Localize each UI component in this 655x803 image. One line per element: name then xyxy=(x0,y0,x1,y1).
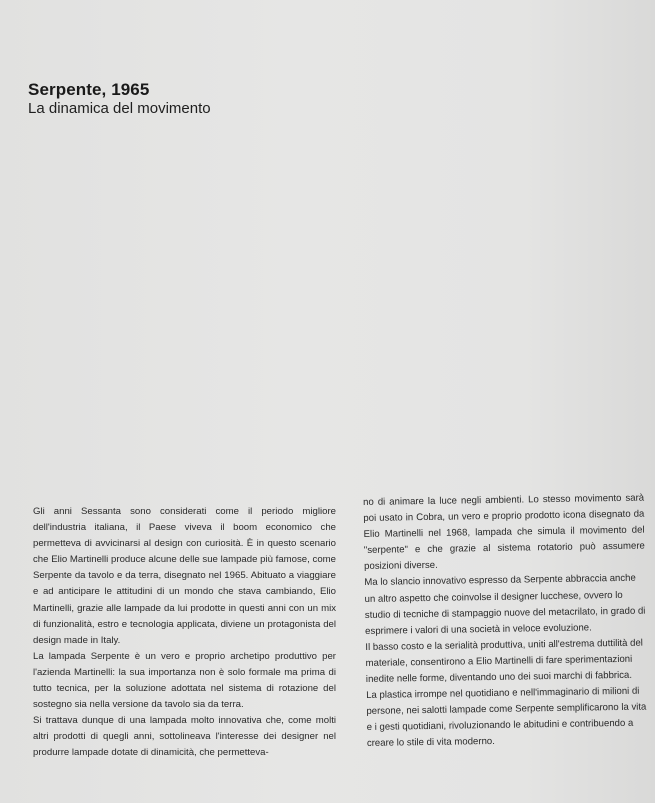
page-title: Serpente, 1965 xyxy=(28,80,150,99)
right-text-column xyxy=(363,491,648,753)
paragraph: Il basso costo e la serialità produttiva, uniti all'estrema duttilità del materiale, consentirono a Elio Martinelli di fare sperimentazioni inedite nelle forme, diventando uno dei suoi marchi di fabbrica. xyxy=(365,637,643,686)
left-text-column xyxy=(33,504,336,762)
paragraph: La lampada Serpente è un vero e proprio archetipo produttivo per l'azienda Martinelli: la sua importanza non è solo formale ma prima di tutto tecnica, per la soluzione adottata nel sistema di rotazione del sostegno sia nella versione da tavolo sia da terra. xyxy=(33,650,336,711)
paragraph: La plastica irrompe nel quotidiano e nell'immaginario di milioni di persone, nei salotti lampade come Serpente semplificarono la vita e i gesti quotidiani, rivoluzionando le abitudini e contribuendo a creare lo stile di vita moderno. xyxy=(366,685,647,750)
paragraph: no di animare la luce negli ambienti. Lo stesso movimento sarà poi usato in Cobra, un vero e proprio prodotto icona disegnato da Elio Martinelli nel 1968, lampada che simula il movimento del "serpente" e che grazie al sistema rotatorio può assumere posizioni diverse. xyxy=(363,492,645,573)
paragraph: Si trattava dunque di una lampada molto innovativa che, come molti altri prodotti di quegli anni, sottolineava l'interesse dei designer nel produrre lampade dotate di dinamicità, che permetteva- xyxy=(33,715,336,759)
paragraph: Gli anni Sessanta sono considerati come il periodo migliore dell'industria italiana, il Paese viveva il boom economico che permetteva di avvicinarsi al design con curiosità. È in questo scenario che Elio Martinelli produce alcune delle sue lampade più famose, come Serpente da tavolo e da terra, disegnato nel 1965. Abituato a viaggiare e ad anticipare le attitudini di un mondo che stava cambiando, Elio Martinelli, grazie alle lampade da lui prodotte in questi anni con un mix di funzionalità, estro e tecnologia applicata, diviene un protagonista del design made in Italy. xyxy=(33,506,336,646)
page-subtitle: La dinamica del movimento xyxy=(28,100,211,117)
paragraph: Ma lo slancio innovativo espresso da Serpente abbraccia anche un altro aspetto che coinvolse il designer lucchese, ovvero lo studio di tecniche di stampaggio nuove del metacrilato, in grado di esprimere i valori di una società in veloce evoluzione. xyxy=(364,573,646,637)
